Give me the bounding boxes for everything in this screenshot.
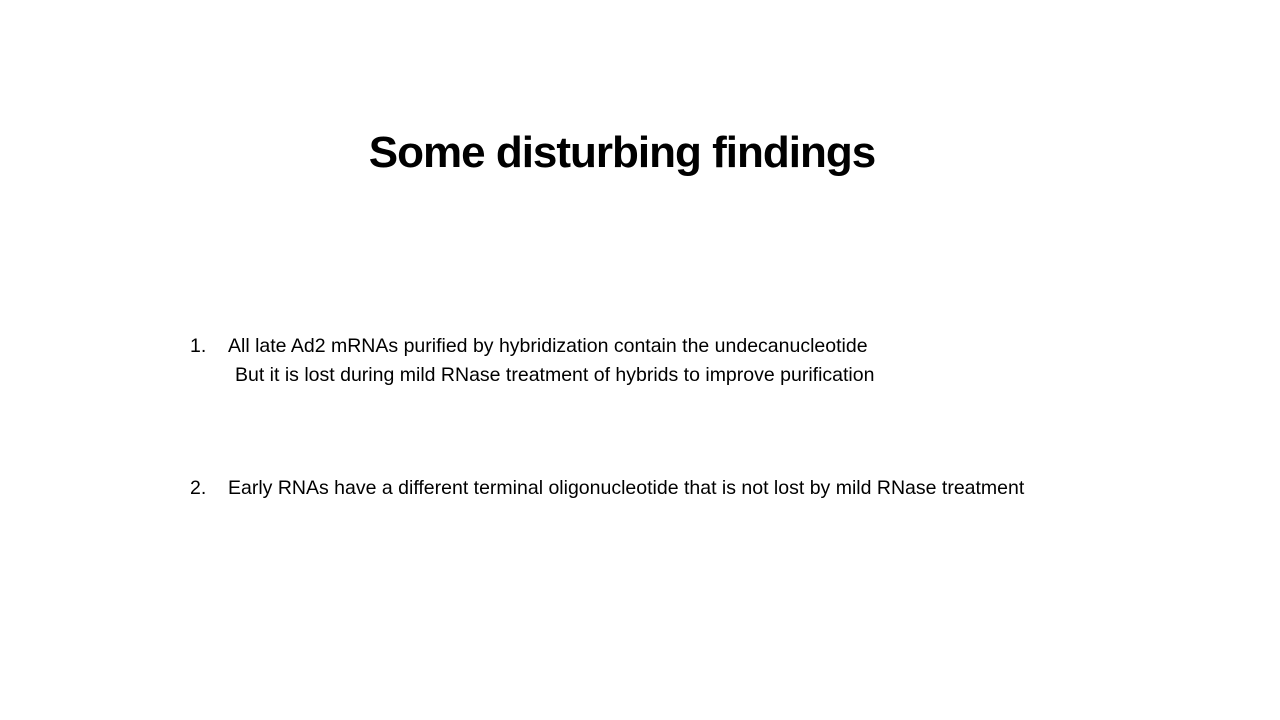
list-item-line: Early RNAs have a different terminal oligonucleotide that is not lost by mild RNase treatment (228, 477, 1025, 499)
list-item-number: 1. (190, 335, 207, 357)
list-item-text (228, 474, 1024, 503)
list-item-subline: But it is lost during mild RNase treatment of hybrids to improve purification (235, 364, 875, 386)
list-item-number: 2. (190, 477, 207, 499)
list-item-text (228, 332, 874, 390)
list-item-line: All late Ad2 mRNAs purified by hybridization contain the undecanucleotide (228, 335, 868, 357)
list-item (190, 332, 874, 390)
slide-title: Some disturbing findings (368, 128, 876, 177)
list-item (190, 474, 1024, 503)
